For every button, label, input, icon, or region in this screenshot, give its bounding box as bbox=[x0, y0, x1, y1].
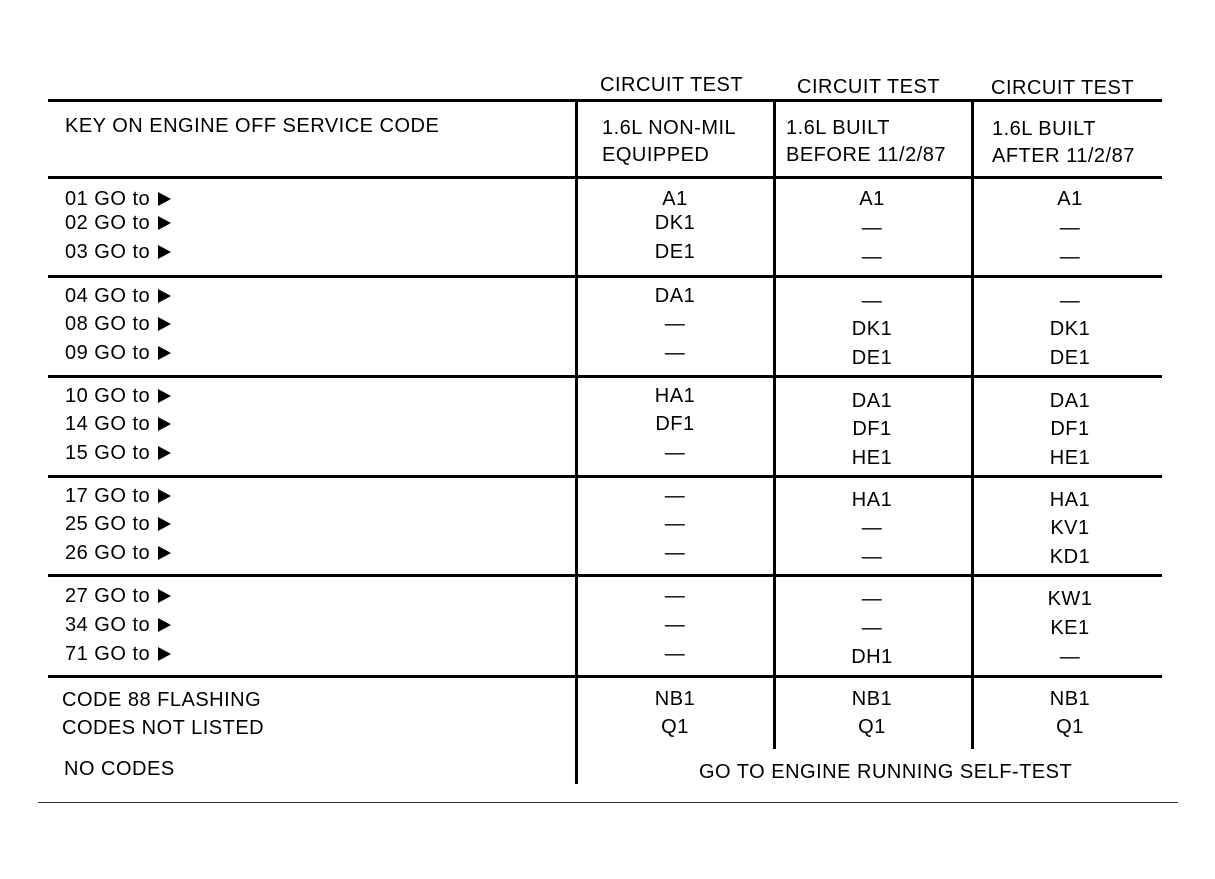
service-code-text: 71 GO to bbox=[65, 643, 151, 665]
test-step-cell: — bbox=[1059, 646, 1081, 668]
test-step-cell: NB1 bbox=[851, 688, 893, 710]
service-code-text: 01 GO to bbox=[65, 188, 151, 210]
group-rule-3 bbox=[48, 475, 1162, 478]
service-code-label bbox=[65, 543, 171, 563]
table-top-rule bbox=[48, 99, 1162, 102]
test-step-cell: HA1 bbox=[1049, 489, 1091, 511]
test-step-cell: DF1 bbox=[655, 413, 695, 435]
test-step-cell: Q1 bbox=[858, 716, 886, 738]
service-code-label bbox=[65, 242, 171, 262]
test-step-cell: — bbox=[664, 442, 686, 464]
test-step-cell: DE1 bbox=[654, 241, 696, 263]
test-step-cell: — bbox=[861, 617, 883, 639]
service-code-text: 15 GO to bbox=[65, 442, 151, 464]
service-code-text: 02 GO to bbox=[65, 212, 151, 234]
service-code-text: 25 GO to bbox=[65, 513, 151, 535]
service-code-label bbox=[65, 615, 171, 635]
test-step-cell: — bbox=[861, 546, 883, 568]
test-step-cell: DA1 bbox=[851, 390, 893, 412]
service-code-label bbox=[65, 314, 171, 334]
test-step-cell: NB1 bbox=[1049, 688, 1091, 710]
test-step-cell: — bbox=[664, 542, 686, 564]
test-step-cell: — bbox=[861, 588, 883, 610]
test-step-cell: HE1 bbox=[1049, 447, 1091, 469]
column-top-header-2: CIRCUIT TEST bbox=[797, 76, 941, 98]
arrow-right-icon bbox=[158, 346, 171, 360]
test-step-cell: — bbox=[664, 485, 686, 507]
test-step-cell: — bbox=[664, 313, 686, 335]
test-step-cell: — bbox=[664, 643, 686, 665]
arrow-right-icon bbox=[158, 245, 171, 259]
service-code-text: 26 GO to bbox=[65, 542, 151, 564]
service-code-text: 09 GO to bbox=[65, 342, 151, 364]
test-step-cell: HA1 bbox=[851, 489, 893, 511]
test-step-cell: — bbox=[664, 585, 686, 607]
column-header-2-line1: 1.6L BUILT bbox=[786, 117, 890, 139]
row-header-label: KEY ON ENGINE OFF SERVICE CODE bbox=[65, 115, 440, 137]
test-step-cell: — bbox=[861, 290, 883, 312]
test-step-cell: DE1 bbox=[851, 347, 893, 369]
page-bottom-rule bbox=[38, 802, 1178, 803]
test-step-cell: DK1 bbox=[654, 212, 696, 234]
test-step-cell: HE1 bbox=[851, 447, 893, 469]
service-code-text: 14 GO to bbox=[65, 413, 151, 435]
service-code-label bbox=[65, 486, 171, 506]
header-bottom-rule bbox=[48, 176, 1162, 179]
arrow-right-icon bbox=[158, 417, 171, 431]
test-step-cell: — bbox=[1059, 290, 1081, 312]
service-code-text: 03 GO to bbox=[65, 241, 151, 263]
service-code-text: 04 GO to bbox=[65, 285, 151, 307]
test-step-cell: KD1 bbox=[1049, 546, 1091, 568]
service-code-text: 10 GO to bbox=[65, 385, 151, 407]
test-step-cell: NB1 bbox=[654, 688, 696, 710]
test-step-cell: — bbox=[861, 517, 883, 539]
service-code-label bbox=[65, 213, 171, 233]
service-code-label bbox=[65, 189, 171, 209]
test-step-cell: — bbox=[664, 614, 686, 636]
arrow-right-icon bbox=[158, 647, 171, 661]
no-codes-label: NO CODES bbox=[64, 758, 175, 780]
test-step-cell: DA1 bbox=[1049, 390, 1091, 412]
group-rule-5 bbox=[48, 675, 1162, 678]
service-code-label bbox=[65, 386, 171, 406]
test-step-cell: — bbox=[664, 513, 686, 535]
arrow-right-icon bbox=[158, 192, 171, 206]
arrow-right-icon bbox=[158, 489, 171, 503]
service-code-text: 34 GO to bbox=[65, 614, 151, 636]
test-step-cell: A1 bbox=[1057, 188, 1083, 210]
column-top-header-3: CIRCUIT TEST bbox=[991, 77, 1135, 99]
test-step-cell: DE1 bbox=[1049, 347, 1091, 369]
service-code-label bbox=[65, 286, 171, 306]
test-step-cell: DK1 bbox=[1049, 318, 1091, 340]
column-header-1-line1: 1.6L NON-MIL bbox=[602, 117, 737, 139]
column-header-3-line2: AFTER 11/2/87 bbox=[992, 145, 1135, 167]
service-code-text: 27 GO to bbox=[65, 585, 151, 607]
test-step-cell: DF1 bbox=[852, 418, 892, 440]
column-header-3-line1: 1.6L BUILT bbox=[992, 118, 1096, 140]
test-step-cell: — bbox=[1059, 217, 1081, 239]
column-header-1-line2: EQUIPPED bbox=[602, 144, 710, 166]
arrow-right-icon bbox=[158, 216, 171, 230]
test-step-cell: A1 bbox=[662, 188, 688, 210]
test-step-cell: A1 bbox=[859, 188, 885, 210]
arrow-right-icon bbox=[158, 517, 171, 531]
arrow-right-icon bbox=[158, 589, 171, 603]
column-header-1 bbox=[602, 115, 736, 169]
arrow-right-icon bbox=[158, 317, 171, 331]
arrow-right-icon bbox=[158, 446, 171, 460]
group-rule-1 bbox=[48, 275, 1162, 278]
arrow-right-icon bbox=[158, 389, 171, 403]
service-code-text: 08 GO to bbox=[65, 313, 151, 335]
service-code-label bbox=[65, 644, 171, 664]
group-rule-4 bbox=[48, 574, 1162, 577]
test-step-cell: HA1 bbox=[654, 385, 696, 407]
arrow-right-icon bbox=[158, 289, 171, 303]
test-step-cell: KW1 bbox=[1047, 588, 1093, 610]
group-rule-2 bbox=[48, 375, 1162, 378]
test-step-cell: DK1 bbox=[851, 318, 893, 340]
special-code-label: CODE 88 FLASHING bbox=[62, 689, 262, 711]
column-header-2-line2: BEFORE 11/2/87 bbox=[786, 144, 947, 166]
column-top-header-1: CIRCUIT TEST bbox=[600, 74, 744, 96]
service-code-label bbox=[65, 586, 171, 606]
test-step-cell: — bbox=[664, 342, 686, 364]
column-header-3 bbox=[992, 116, 1135, 170]
test-step-cell: — bbox=[861, 217, 883, 239]
service-code-label bbox=[65, 343, 171, 363]
test-step-cell: — bbox=[1059, 246, 1081, 268]
arrow-right-icon bbox=[158, 546, 171, 560]
column-header-2 bbox=[786, 115, 946, 169]
service-code-text: 17 GO to bbox=[65, 485, 151, 507]
test-step-cell: KE1 bbox=[1050, 617, 1090, 639]
special-code-label: CODES NOT LISTED bbox=[62, 717, 265, 739]
service-code-label bbox=[65, 514, 171, 534]
test-step-cell: Q1 bbox=[1056, 716, 1084, 738]
test-step-cell: DH1 bbox=[851, 646, 893, 668]
test-step-cell: KV1 bbox=[1050, 517, 1090, 539]
service-code-label bbox=[65, 414, 171, 434]
no-codes-instruction: GO TO ENGINE RUNNING SELF-TEST bbox=[699, 761, 1073, 783]
test-step-cell: DA1 bbox=[654, 285, 696, 307]
test-step-cell: Q1 bbox=[661, 716, 689, 738]
arrow-right-icon bbox=[158, 618, 171, 632]
service-code-label bbox=[65, 443, 171, 463]
test-step-cell: — bbox=[861, 246, 883, 268]
test-step-cell: DF1 bbox=[1050, 418, 1090, 440]
